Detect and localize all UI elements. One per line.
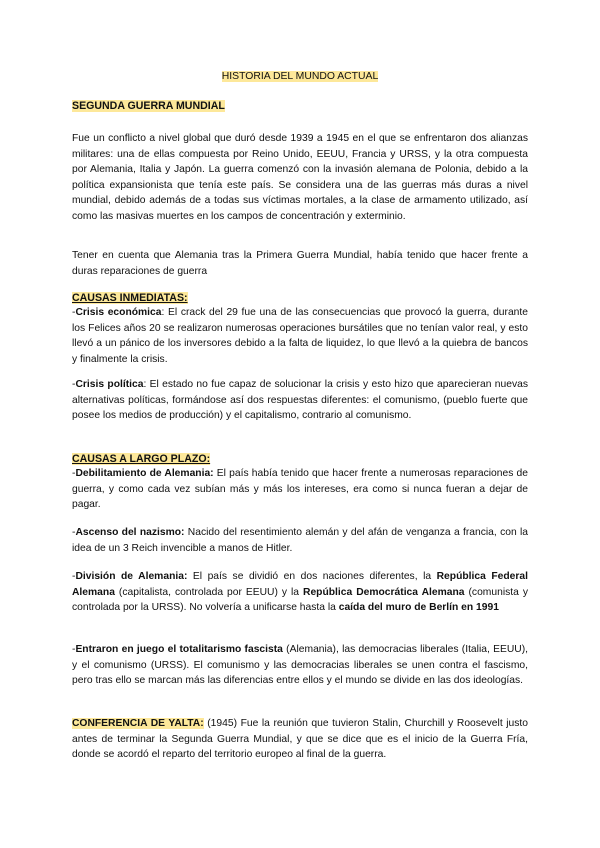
yalta-text: (1945) Fue la reunión que tuvieron Stalin, Churchill y Roosevelt justo antes de terminar la Segunda Guerra Mundial, y que se dice que es el inicio de la Guerra Fría, donde se acordó el reparto del territorio europeo al final de la guerra. — [72, 718, 528, 761]
political-crisis-label: Crisis política — [75, 379, 144, 390]
immediate-causes-heading — [72, 292, 188, 304]
gdr-name: República Democrática Alemana — [303, 586, 465, 598]
bullet-prefix: - — [72, 307, 76, 318]
long-term-causes-heading-text: CAUSAS A LARGO PLAZO: — [72, 453, 211, 465]
yalta-heading: CONFERENCIA DE YALTA: — [72, 718, 204, 729]
totalitarianism-text: (Alemania), las democracias liberales (Italia, EEUU), y el comunismo (URSS). El comunismo y las democracias liberales se unen contra el fascismo, pero tras ello se marcan más las diferencias entre ellos y el mundo se divide en las dos ideologías. — [72, 644, 528, 687]
economic-crisis-text: : El crack del 29 fue una de las consecuencias que provocó la guerra, durante los Felices años 20 se realizaron numerosas operaciones bursátiles que no tenían valor real, y esto llevó a un pánico de los inversores debido a la falta de liquidez, lo que llevó a la quiebra de bancos y finalmente la crisis. — [72, 307, 528, 365]
economic-crisis-paragraph — [72, 305, 528, 367]
division-text-3: (comunista y controlada por la URSS). No volvería a unificarse hasta la — [72, 586, 528, 614]
immediate-causes-heading-text: CAUSAS INMEDIATAS: — [72, 292, 188, 304]
document-title — [0, 71, 600, 82]
frg-name: República Federal Alemana — [72, 571, 528, 598]
bullet-prefix: - — [72, 379, 76, 390]
totalitarianism-paragraph — [72, 642, 528, 689]
section-heading-segunda-guerra — [72, 100, 225, 112]
document-title-text: HISTORIA DEL MUNDO ACTUAL — [221, 71, 379, 82]
nazism-label: Ascenso del nazismo: — [75, 527, 185, 538]
intro-paragraph: Fue un conflicto a nivel global que duró desde 1939 a 1945 en el que se enfrentaron dos alianzas militares: una de ellas compuesta por Reino Unido, EEUU, Francia y URSS, y la otra compuesta por Alemania, Italia y Japón. La guerra comenzó con la invasión alemana de Polonia, debido a la política expansionista que tenía este país. Se considera una de las guerras más duras a nivel mundial, debido además de a todas sus víctimas mortales, a la clase de armamento utilizado, así como las masivas muertes en los campos de concentración y exterminio. — [72, 133, 528, 222]
division-germany-label: División de Alemania: — [75, 571, 188, 582]
berlin-wall-fall: caída del muro de Berlín en 1991 — [338, 602, 499, 614]
bullet-prefix: - — [72, 527, 76, 538]
political-crisis-paragraph — [72, 377, 528, 424]
division-text-1: El país se dividió en dos naciones diferentes, la — [187, 571, 437, 582]
division-text-2: (capitalista, controlada por EEUU) y la — [114, 586, 304, 598]
yalta-paragraph — [72, 716, 528, 763]
long-term-causes-heading — [72, 453, 210, 465]
weakening-germany-label: Debilitamiento de Alemania: — [75, 468, 214, 479]
division-germany-paragraph — [72, 569, 528, 616]
weakening-germany-text: El país había tenido que hacer frente a numerosas reparaciones de guerra, y como cada vez subían más y más los intereses, era como si nunca fueran a dejar de pagar. — [72, 468, 529, 511]
nazism-paragraph — [72, 525, 528, 556]
note-paragraph: Tener en cuenta que Alemania tras la Primera Guerra Mundial, había tenido que hacer frente a duras reparaciones de guerra — [72, 250, 528, 277]
bullet-prefix: - — [72, 468, 76, 479]
weakening-germany-paragraph — [72, 466, 528, 513]
bullet-prefix: - — [72, 571, 76, 582]
economic-crisis-label: Crisis económica — [75, 307, 162, 318]
bullet-prefix: - — [72, 644, 76, 655]
section-heading-text: SEGUNDA GUERRA MUNDIAL — [72, 100, 225, 112]
political-crisis-text: : El estado no fue capaz de solucionar la crisis y esto hizo que aparecieran nuevas alternativas políticas, formándose así dos respuestas diferentes: el comunismo, (pueblo fuerte que posee los medios de producción) y el capitalismo, contrario al comunismo. — [72, 379, 528, 422]
totalitarianism-label: Entraron en juego el totalitarismo fascista — [75, 644, 283, 655]
nazism-text: Nacido del resentimiento alemán y del afán de venganza a francia, con la idea de un 3 Reich invencible a manos de Hitler. — [72, 527, 528, 554]
